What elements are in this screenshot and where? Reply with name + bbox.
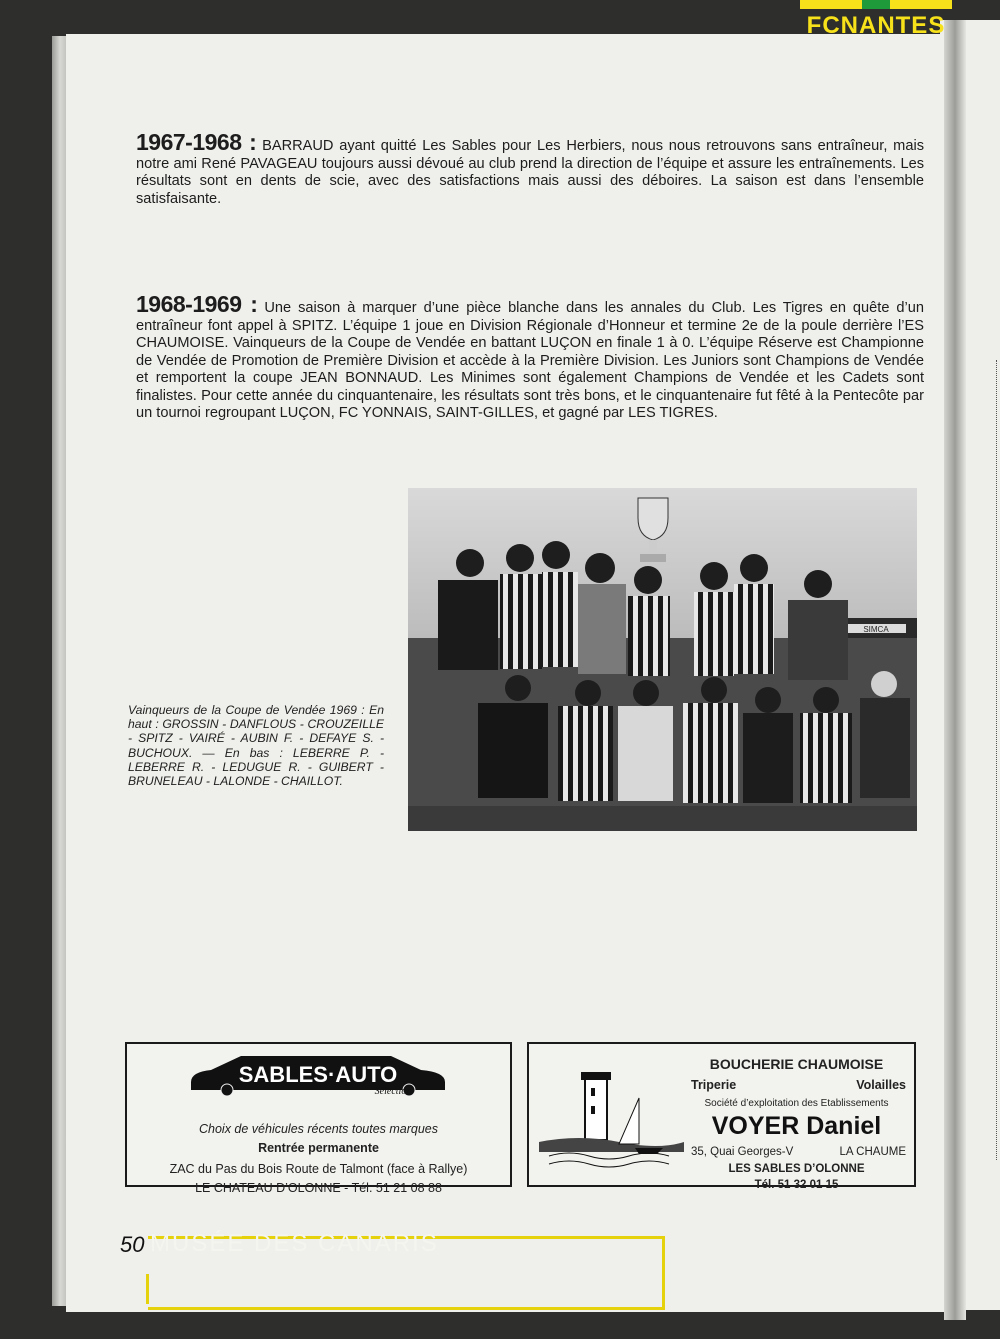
photo-banner-text: SIMCA [863,625,889,634]
ad2-city: LES SABLES D’OLONNE [728,1163,865,1175]
brand-banner [800,0,952,42]
ad2-name: VOYER Daniel [711,1112,882,1140]
year-heading: 1968-1969 : [136,291,258,317]
car-logo-icon [187,1052,449,1096]
page-number: 50 [120,1232,145,1257]
brand-text: FCNANTES [806,12,946,39]
museum-watermark: MUSÉE DES CANARIS [150,1230,439,1257]
paragraph-1967 [136,129,924,208]
ad1-logo-sub: Sélection [374,1086,412,1096]
binding-spine [944,20,966,1320]
ad2-addr-right: LA CHAUME [839,1146,906,1158]
ad-sables-auto [125,1042,512,1195]
paragraph-text: Une saison à marquer d’une pièce blanche dans les annales du Club. Les Tigres en quête d’un entraîneur font appel à SPITZ. L’équipe 1 joue en Division Régionale d’Honneur et termine 2e de la poule derrière l’ES CHAUMOISE. Vainqueurs de la Coupe de Vendée en battant LUÇON en finale 1 à 0. L’équipe Réserve est Championne de Vendée de Promotion de Première Division et accède à la Première Division. Les Juniors sont Champions de Vendée et remportent la coupe JEAN BONNAUD. Les Minimes sont également Champions de Vendée et les Cadets sont finalistes. Pour cette année du cinquantenaire, les résultats sont très bons, et le cinquantenaire fut fêté à la Pentecôte par un tournoi regroupant LUÇON, FC YONNAIS, SAINT-GILLES, et gagné par LES TIGRES. [136,300,924,421]
ad2-addr-left: 35, Quai Georges-V [691,1146,794,1158]
lighthouse-icon [539,1058,684,1176]
photo-caption: Vainqueurs de la Coupe de Vendée 1969 : En haut : GROSSIN - DANFLOUS - CROUZEILLE - SPITZ - VAIRÉ - AUBIN F. - DEFAYE S. - BUCHOUX. — En bas : LEBERRE P. - LEBERRE R. - LEDUGUE R. - GUIBERT - BRUNELEAU - LALONDE - CHAILLOT. [128,703,384,789]
team-photo [408,488,917,831]
facing-page-text-edge [996,360,1000,1160]
museum-frame-left [146,1274,149,1304]
ad1-logo-text: SABLES·AUTO [238,1062,398,1087]
ad2-sub: Société d’exploitation des Etablissements [704,1098,889,1109]
ad2-title: BOUCHERIE CHAUMOISE [709,1056,884,1072]
ad2-tel: Tél. 51 32 01 15 [754,1179,839,1191]
ad1-line3: ZAC du Pas du Bois Route de Talmont (face à Rallye) [169,1162,468,1176]
year-heading: 1967-1968 : [136,129,257,155]
ad-boucherie [527,1042,916,1191]
ad1-line2: Rentrée permanente [258,1141,379,1155]
ad2-left: Triperie [691,1078,737,1092]
paragraph-1968 [136,291,924,423]
ad1-line1: Choix de véhicules récents toutes marques [198,1122,438,1136]
ad1-line4: LE CHATEAU D’OLONNE - Tél. 51 21 08 88 [195,1181,442,1195]
ad2-right: Volailles [856,1078,906,1092]
brand-stripe-green [862,0,890,9]
paragraph-text: BARRAUD ayant quitté Les Sables pour Les Herbiers, nous nous retrouvons sans entraîneur, mais notre ami René PAVAGEAU toujours aussi dévoué au club prend la direction de l’équipe et assure les entraînements. Les résultats sont en dents de scie, avec des satisfactions mais aussi des déboires. La saison est dans l’ensemble satisfaisante. [136,138,924,207]
